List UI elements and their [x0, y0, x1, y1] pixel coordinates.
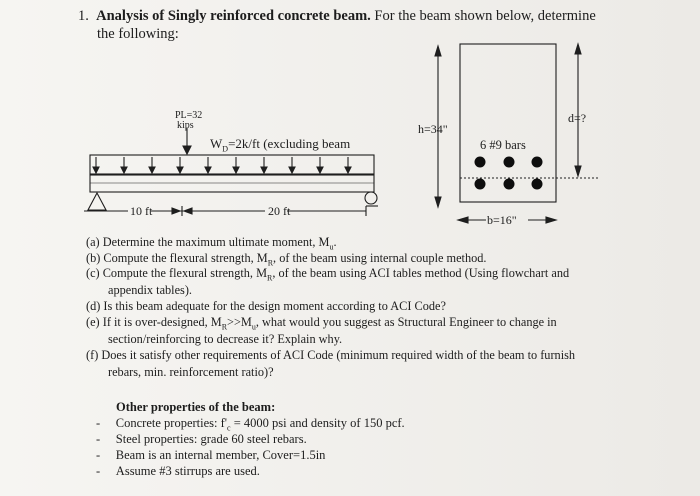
pin-support	[88, 193, 106, 210]
part-f: (f) Does it satisfy other requirements of ACI Code (minimum required width of the beam to furnish	[86, 348, 576, 362]
distributed-load-arrows	[93, 157, 351, 173]
distributed-load-box	[90, 155, 374, 174]
part-e-line2: section/reinforcing to decrease it? Explain why.	[108, 332, 343, 346]
height-label: h=34"	[418, 122, 448, 136]
span-left-label: 10 ft	[130, 204, 153, 218]
part-c-line2: appendix tables).	[108, 283, 193, 297]
problem-title: Analysis of Singly reinforced concrete beam.	[96, 8, 371, 24]
part-e: (e) If it is over-designed, $M_R>>M_u$, what would you suggest as Structural Engineer to change in	[86, 315, 557, 332]
property-stirrups: - Assume #3 stirrups are used.	[96, 464, 260, 478]
part-c: (c) Compute the flexural strength, $M_R$, of the beam using ACI tables method (Using flowchart and	[86, 266, 570, 283]
roller-support	[365, 192, 377, 204]
property-concrete: - Concrete properties: $f'_c = 4000$ psi and density of 150 pcf.	[96, 416, 405, 433]
point-load-arrowhead	[183, 146, 191, 154]
problem-intro-line2: the following:	[97, 26, 179, 42]
problem-intro: For the beam shown below, determine	[370, 8, 596, 24]
beam-body	[90, 175, 374, 192]
property-cover: - Beam is an internal member, Cover=1.5in	[96, 448, 326, 462]
problem-number: 1.	[78, 8, 89, 24]
part-a: (a) Determine the maximum ultimate moment, $M_u$.	[86, 235, 337, 252]
part-b: (b) Compute the flexural strength, $M_R$, of the beam using internal couple method.	[86, 251, 487, 268]
property-steel: - Steel properties: grade 60 steel rebars.	[96, 432, 307, 446]
width-label: b=16"	[487, 213, 517, 227]
distributed-load-label: $W_D=2k/ft$ (excluding beam	[210, 136, 351, 154]
depth-label: d=?	[568, 111, 587, 125]
properties-title: Other properties of the beam:	[116, 400, 276, 414]
part-d: (d) Is this beam adequate for the design moment according to ACI Code?	[86, 299, 446, 313]
point-load-label: PL=32	[175, 110, 203, 121]
part-f-line2: rebars, min. reinforcement ratio)?	[108, 365, 274, 379]
span-right-label: 20 ft	[268, 204, 291, 218]
rebar-dots	[475, 157, 543, 190]
point-load-unit: kips	[177, 120, 194, 131]
rebar-label: 6 #9 bars	[480, 138, 526, 152]
